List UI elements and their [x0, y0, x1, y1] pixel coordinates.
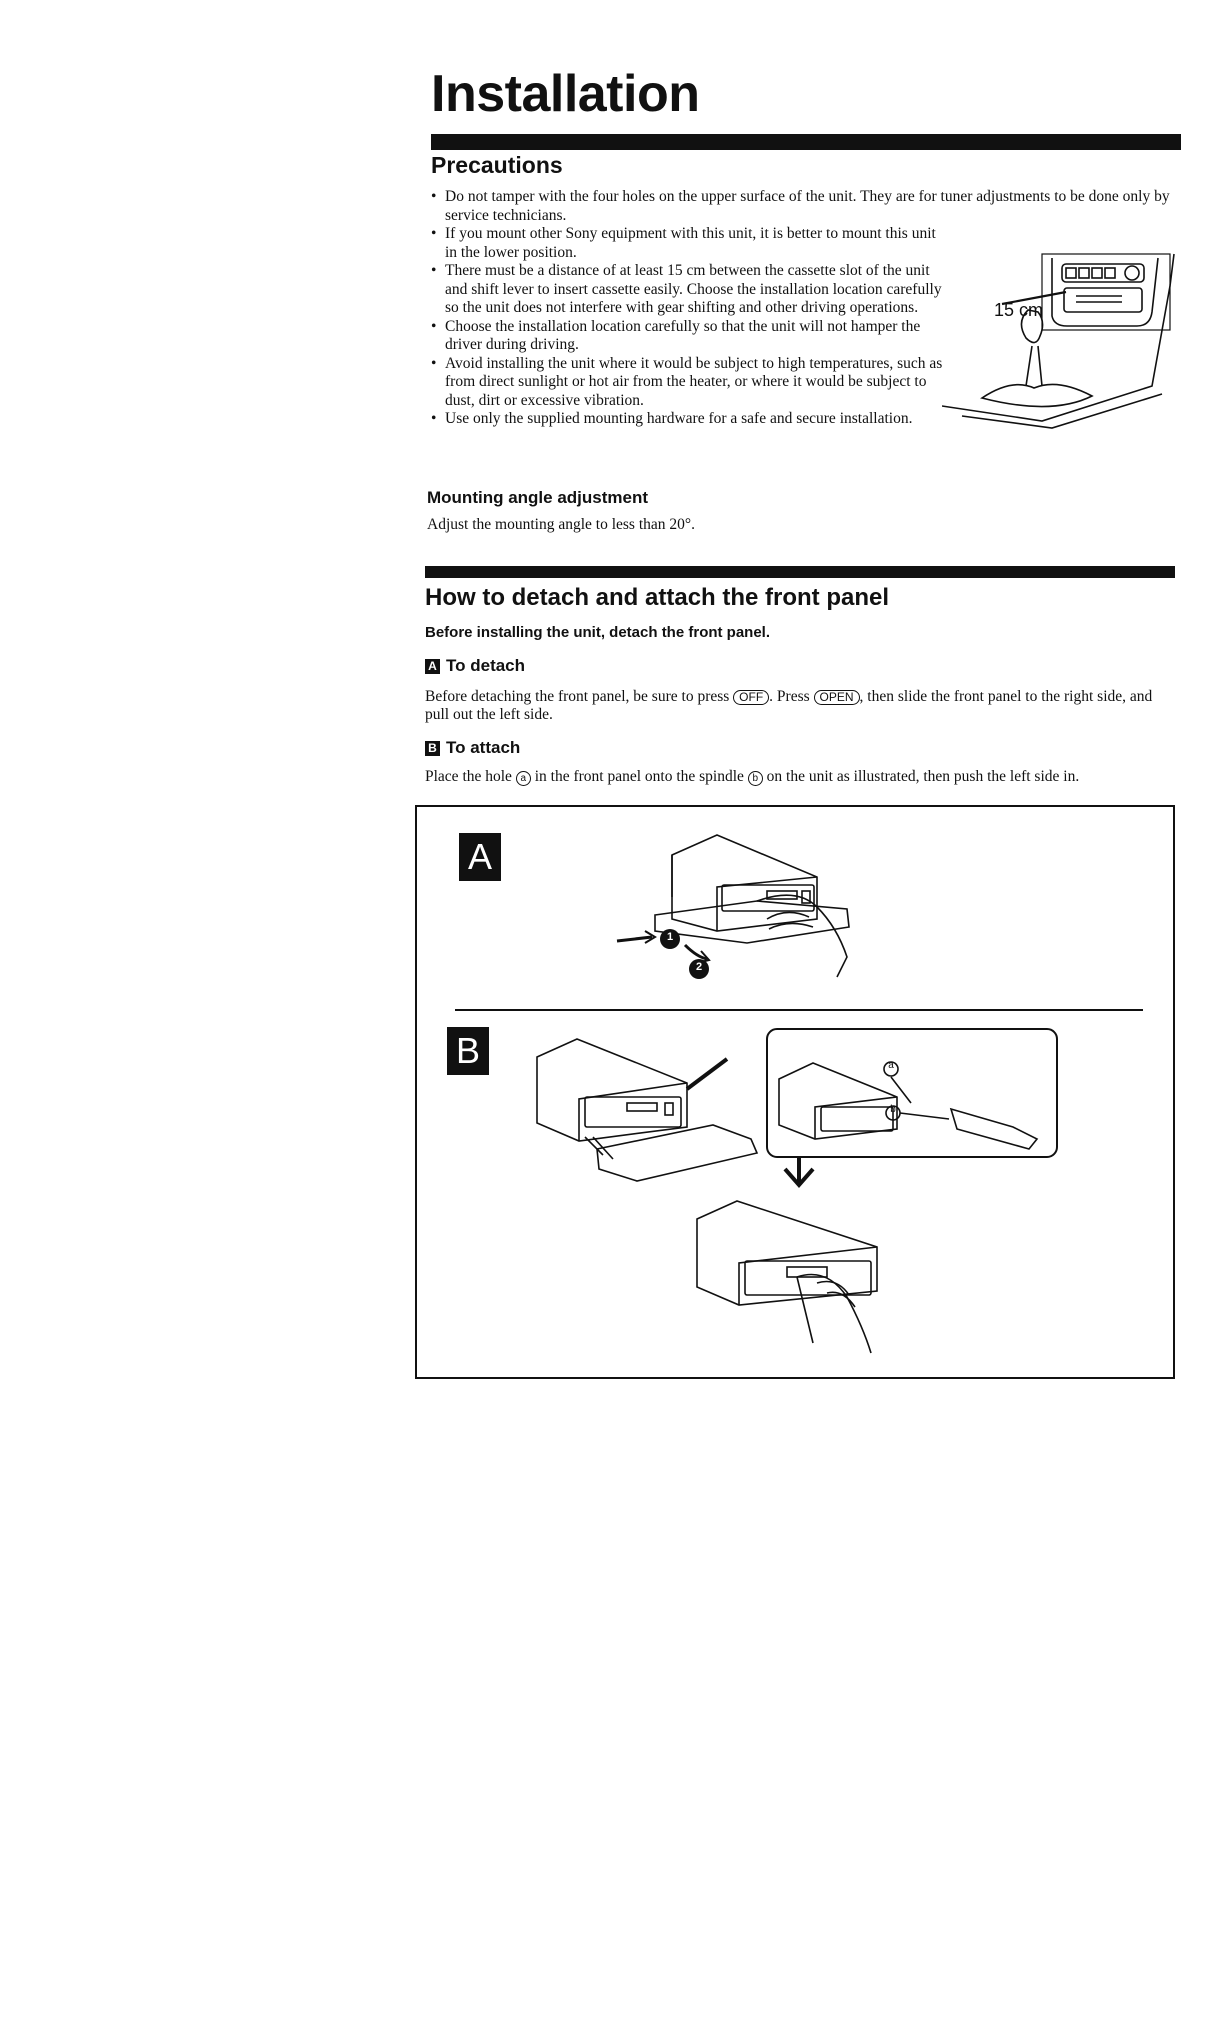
detach-section-heading: How to detach and attach the front panel — [425, 584, 890, 611]
hole-a-icon: a — [516, 771, 531, 786]
precaution-item: • Do not tamper with the four holes on the upper surface of the unit. They are for tuner adjustments to be done only by service technicians. — [431, 188, 1185, 225]
attach-unit-drawing — [537, 1039, 757, 1181]
page-title: Installation — [431, 65, 700, 123]
detach-intro: Before installing the unit, detach the front panel. — [425, 624, 771, 641]
precaution-item: • If you mount other Sony equipment with this unit, it is better to mount this unit in the lower position. — [431, 225, 945, 262]
open-key-icon: OPEN — [814, 690, 860, 705]
mounting-text: Adjust the mounting angle to less than 20°. — [427, 516, 695, 533]
detach-unit-drawing — [617, 835, 849, 977]
spindle-b-icon: b — [748, 771, 763, 786]
callout-b-label: b — [890, 1104, 896, 1115]
attach-text-2: in the front panel onto the spindle — [534, 768, 744, 785]
figure-drawing — [417, 807, 1173, 1377]
figure-label-a: A — [459, 833, 501, 881]
precautions-heading: Precautions — [431, 152, 563, 178]
step-2-label: 2 — [695, 961, 703, 973]
detach-text-after: , then slide the front panel to the right side, and pull out the left side. — [425, 688, 1153, 723]
to-attach-label: To attach — [446, 738, 521, 757]
detach-text-before: Before detaching the front panel, be sure to press — [425, 688, 730, 705]
to-detach-heading — [425, 656, 525, 676]
to-attach-heading — [425, 738, 520, 758]
attach-text-1: Place the hole — [425, 768, 512, 785]
figure-label-b: B — [447, 1027, 489, 1075]
tag-b-icon: B — [425, 741, 440, 756]
detach-text-mid: . Press — [769, 688, 810, 705]
precaution-item: • Use only the supplied mounting hardware for a safe and secure installation. — [431, 410, 1205, 429]
mounting-heading: Mounting angle adjustment — [427, 488, 648, 507]
step-1-label: 1 — [666, 931, 674, 943]
to-detach-label: To detach — [446, 656, 526, 675]
distance-label: 15 cm — [994, 300, 1044, 320]
attached-unit-drawing — [697, 1201, 877, 1353]
precaution-item: • Avoid installing the unit where it would be subject to high temperatures, such as from direct sunlight or hot air from the heater, or where it would be subject to dust, dirt or excessive vibration. — [431, 355, 955, 411]
to-detach-text — [425, 688, 1170, 724]
callout-a-label: a — [888, 1060, 894, 1071]
section-rule — [425, 566, 1175, 578]
precaution-item: • Choose the installation location carefully so that the unit will not hamper the driver during driving. — [431, 318, 955, 355]
off-key-icon: OFF — [733, 690, 769, 705]
attach-text-3: on the unit as illustrated, then push the left side in. — [766, 768, 1080, 785]
attach-inset-drawing — [767, 1029, 1057, 1157]
title-rule — [431, 134, 1181, 150]
detach-attach-figure — [415, 805, 1175, 1379]
tag-a-icon: A — [425, 659, 440, 674]
precaution-item: • There must be a distance of at least 15 cm between the cassette slot of the unit and shift lever to insert cassette easily. Choose the installation location carefully so the unit does not interfere with gear shifting and other driving operations. — [431, 262, 945, 318]
to-attach-text — [425, 768, 1185, 786]
shift-lever-illustration — [942, 246, 1182, 436]
